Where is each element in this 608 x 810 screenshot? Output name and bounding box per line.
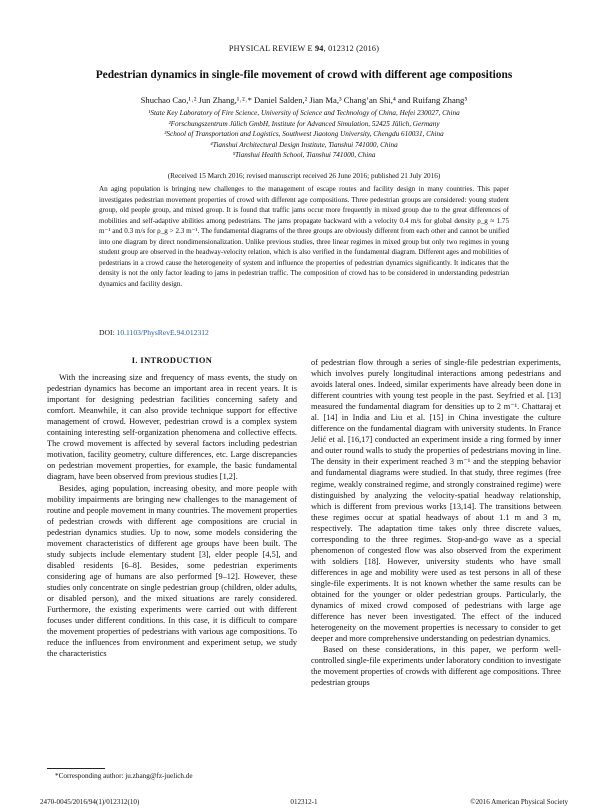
footer-page-number: 012312-1	[290, 798, 318, 806]
doi-line	[99, 328, 209, 337]
journal-name: PHYSICAL REVIEW E	[228, 44, 313, 53]
affiliation-2: ²Forschungszentrum Jülich GmbH, Institute for Advanced Simulation, 52425 Jülich, Germany	[168, 119, 440, 128]
paper-title: Pedestrian dynamics in single-file movement of crowd with different age compositions	[95, 69, 513, 81]
corresponding-author-footnote: *Corresponding author: ju.zhang@fz-juelich.de	[55, 772, 193, 780]
intro-paragraph-3: of pedestrian flow through a series of single-file pedestrian experiments, which involves purely longitudinal interactions among pedestrians and avoids lateral ones. Indeed, similar experiments have already been done in different countries with young test people in the past. Seyfried et al. [13] measured the fundamental diagram for densities up to 2 m⁻¹. Chattaraj et al. [14] in India and Liu et al. [15] in China investigate the culture difference on the fundamental diagram with university students. In France Jelić et al. [16,17] conducted an experiment inside a ring formed by inner and outer round walls to study the properties of pedestrians moving in line. The density in their experiment reached 3 m⁻¹ and the stepping behavior and fundamental diagrams were studied. In that study, three regimes (free regime, weakly constrained regime, and strongly constrained regime) were distinguished by analyzing the velocity-spatial headway relationship, which is different from previous works [13,14]. The transitions between these regimes occur at spatial headways of about 1.1 m and 3 m, respectively. The adaptation time takes only three discrete values, corresponding to the three regimes. Stop-and-go wave as a special phenomenon of congested flow was also observed from the experiment with soldiers [18]. However, university students who have small differences in age and mobility were used as test persons in all of these single-file experiments. It is not known whether the same results can be obtained for the younger or older pedestrian groups. Particularly, the dynamics of mixed crowd composed of pedestrians with large age difference has never been investigated. The effect of the induced heterogeneity on the movement properties is necessary to consider to get deeper and more comprehensive understanding on pedestrian dynamics.	[311, 358, 561, 644]
affiliation-5: ⁵Tianshui Health School, Tianshui 741000, China	[232, 151, 376, 160]
received-dates: (Received 15 March 2016; revised manuscript received 26 June 2016; published 21 July 2016)	[167, 172, 441, 180]
doi-label: DOI:	[99, 328, 117, 337]
affiliations	[40, 108, 568, 161]
left-column	[47, 355, 297, 765]
footnote-divider	[47, 768, 105, 769]
right-column	[311, 357, 561, 777]
journal-header	[0, 44, 608, 53]
section-heading: I. INTRODUCTION	[131, 356, 213, 365]
journal-volume: 94	[315, 44, 324, 53]
abstract: An aging population is bringing new challenges to the management of escape routes and facility design in many countries. This paper investigates pedestrian movement properties of crowd with different age compositions. Three pedestrian groups are considered: young student group, old people group, and mixed group. It is found that traffic jams occur more frequently in mixed group due to the great differences of mobilities and self-adaptive abilities among pedestrians. The jams propagate backward with a velocity 0.4 m/s for global density ρ_g ≈ 1.75 m⁻¹ and 0.3 m/s for ρ_g > 2.3 m⁻¹. The fundamental diagrams of the three groups are obviously different from each other and cannot be unified into one diagram by direct nondimensionalization. Unlike previous studies, three linear regimes in mixed group but only two regimes in young student group are observed in the headway-velocity relation, which is also verified in the fundamental diagram. Different ages and mobilities of pedestrians in a crowd cause the heterogeneity of system and influence the properties of pedestrian dynamics significantly. It indicates that the density is not the only factor leading to jams in pedestrian traffic. The composition of crowd has to be considered in understanding pedestrian dynamics and facility design.	[99, 185, 509, 288]
doi-link[interactable]: 10.1103/PhysRevE.94.012312	[116, 328, 209, 337]
affiliation-3: ³School of Transportation and Logistics, Southwest Jiaotong University, Chengdu 610031, China	[164, 130, 444, 139]
article-number-year: , 012312 (2016)	[323, 44, 380, 53]
intro-paragraph-4: Based on these considerations, in this paper, we perform well-controlled single-file experiments under laboratory condition to investigate the movement properties of crowds with different age compositions. Three pedestrian groups	[311, 645, 561, 688]
affiliation-1: ¹State Key Laboratory of Fire Science, University of Science and Technology of China, Hefei 230027, China	[148, 109, 460, 117]
footer-copyright: ©2016 American Physical Society	[470, 798, 568, 806]
footer-issn: 2470-0045/2016/94(1)/012312(10)	[40, 798, 140, 806]
affiliation-4: ⁴Tianshui Architectural Design Institute, Tianshui 741000, China	[210, 140, 398, 149]
intro-paragraph-1: With the increasing size and frequency of mass events, the study on pedestrian dynamics has become an important area in recent years. It is important for designing pedestrian facilities concerning safety and comfort. Meanwhile, it can also provide technique support for effective management of crowd. However, pedestrian crowd is a complex system containing interesting self-organization phenomena and collective effects. The crowd movement is affected by several factors including pedestrian motivation, facility geometry, culture differences, etc. Large discrepancies on pedestrian movement properties, for example, the basic fundamental diagram, have been observed from previous studies [1,2].	[47, 373, 297, 482]
intro-paragraph-2: Besides, aging population, increasing obesity, and more people with mobility impairments are bringing new challenges to the management of routine and people movement in many countries. The movement properties of pedestrian crowds with different age compositions are crucial in pedestrian dynamics studies. Up to now, some models considering the movement characteristics of different age groups have been built. The study subjects include elementary student [3], elder people [4,5], and disabled residents [6–8]. Besides, some pedestrian experiments considering age of humans are also performed [9–12]. However, these studies only concentrate on single pedestrian group (children, older adults, or disabled person), and the mixed situations are rarely considered. Furthermore, the existing experiments were carried out with different focuses under different conditions. In this case, it is difficult to compare the movement properties of pedestrians with various age compositions. To reduce the influences from environment and experiment setup, we study the characteristics	[47, 483, 297, 659]
author-list: Shuchao Cao,¹˒² Jun Zhang,¹˒²˒* Daniel Salden,² Jian Ma,³ Chang’an Shi,⁴ and Ruifang Zhang⁵	[140, 95, 468, 105]
